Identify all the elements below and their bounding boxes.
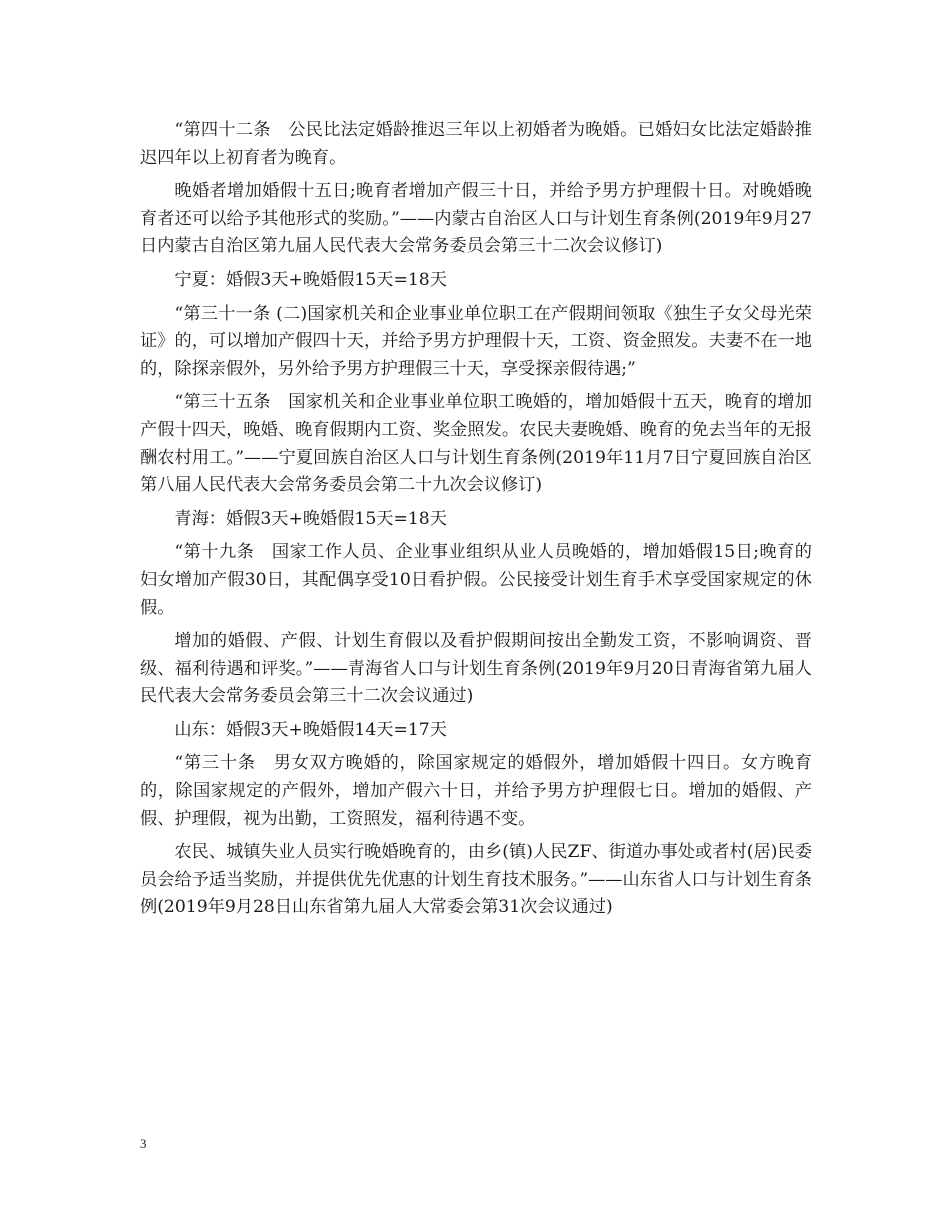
heading-ningxia: 宁夏：婚假3天+晚婚假15天=18天 <box>174 269 447 290</box>
paragraph-ningxia-article-31: “第三十一条 (二)国家机关和企业事业单位职工在产假期间领取《独生子女父母光荣证》的，可以增加产假四十天，并给予男方护理假十天，工资、资金照发。夫妻不在一地的，除探亲假外，另外给予男方护理假三十天，享受探亲假待遇;” <box>140 303 812 379</box>
heading-qinghai: 青海：婚假3天+晚婚假15天=18天 <box>174 508 447 529</box>
paragraph-ningxia-article-35: “第三十五条 国家机关和企业事业单位职工晚婚的，增加婚假十五天，晚育的增加产假十四天，晚婚、晚育假期内工资、奖金照发。农民夫妻晚婚、晚育的免去当年的无报酬农村用工。”——宁夏回族自治区人口与计划生育条例(2019年11月7日宁夏回族自治区第八届人民代表大会常务委员会第二十九次会议修订) <box>140 392 812 496</box>
paragraph-qinghai-leave: 增加的婚假、产假、计划生育假以及看护假期间按出全勤发工资，不影响调资、晋级、福利待遇和评奖。”——青海省人口与计划生育条例(2019年9月20日青海省第九届人民代表大会常务委员会第三十二次会议通过) <box>140 631 812 707</box>
paragraph-inner-mongolia-article-42: “第四十二条 公民比法定婚龄推迟三年以上初婚者为晚婚。已婚妇女比法定婚龄推迟四年以上初育者为晚育。 <box>140 120 812 168</box>
document-body <box>140 117 812 928</box>
paragraph-qinghai-article-19: “第十九条 国家工作人员、企业事业组织从业人员晚婚的，增加婚假15日;晚育的妇女增加产假30日，其配偶享受10日看护假。公民接受计划生育手术享受国家规定的休假。 <box>140 542 812 618</box>
paragraph-shandong-rewards: 农民、城镇失业人员实行晚婚晚育的，由乡(镇)人民ZF、街道办事处或者村(居)民委员会给予适当奖励，并提供优先优惠的计划生育技术服务。”——山东省人口与计划生育条例(2019年9月28日山东省第九届人大常委会第31次会议通过) <box>140 842 812 918</box>
heading-shandong: 山东：婚假3天+晚婚假14天=17天 <box>174 719 447 740</box>
paragraph-shandong-article-30: “第三十条 男女双方晚婚的，除国家规定的婚假外，增加婚假十四日。女方晚育的，除国家规定的产假外，增加产假六十日，并给予男方护理假七日。增加的婚假、产假、护理假，视为出勤，工资照发，福利待遇不变。 <box>140 753 812 829</box>
paragraph-inner-mongolia-leave: 晚婚者增加婚假十五日;晚育者增加产假三十日，并给予男方护理假十日。对晚婚晚育者还可以给予其他形式的奖励。”——内蒙古自治区人口与计划生育条例(2019年9月27日内蒙古自治区第九届人民代表大会常务委员会第三十二次会议修订) <box>140 181 812 257</box>
page-number: 3 <box>140 1136 147 1151</box>
